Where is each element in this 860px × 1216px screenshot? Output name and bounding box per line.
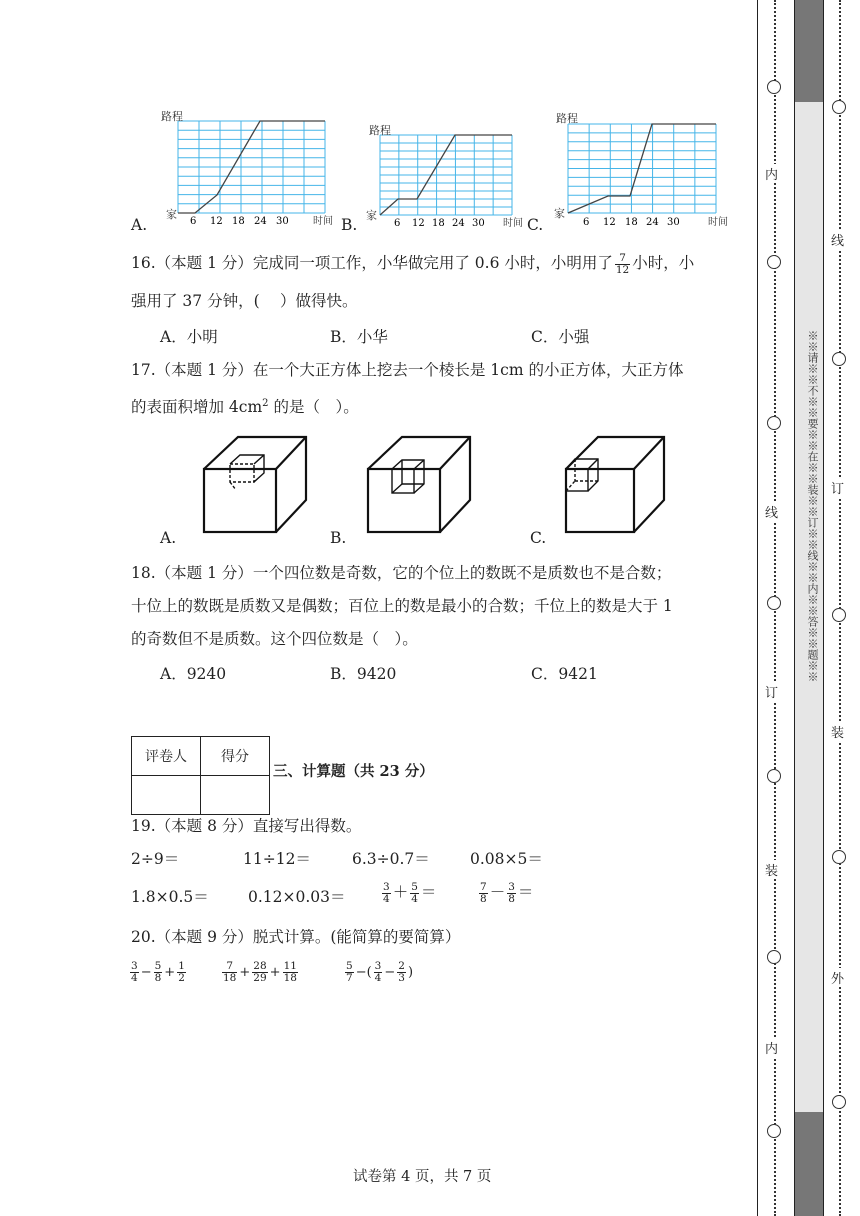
graph-c-x-label: 时间 <box>708 217 728 228</box>
q19-item: 1.8×0.5＝ <box>131 888 209 906</box>
graph-b-y-label: 路程 <box>369 124 391 137</box>
q20-expr-2: $\frac{7}{18}$ + $\frac{28}{29}$ + $\frac{11}{18}$ <box>223 960 297 984</box>
q18-line1: 18.（本题 1 分）一个四位数是奇数，它的个位上的数既不是质数也不是合数； <box>131 564 672 582</box>
graph-a-origin: 家 <box>166 208 177 221</box>
q15-graph-c <box>548 108 738 230</box>
grading-table <box>131 736 270 815</box>
binding-strip <box>794 0 824 1216</box>
q17-line1: 17.（本题 1 分）在一个大正方体上挖去一个棱长是 1cm 的小正方体，大正方体 <box>131 361 684 379</box>
graph-a-x-label: 时间 <box>313 216 333 227</box>
section-3-title: 三、计算题（共 23 分） <box>273 763 434 780</box>
q19-item: 6.3÷0.7＝ <box>352 850 430 868</box>
q15-graph-b <box>360 120 550 230</box>
q17-option-c: C. <box>530 529 547 547</box>
q17-cube-c <box>562 434 672 536</box>
q16-option-a: A．小明 <box>160 328 218 346</box>
graph-c-y-label: 路程 <box>556 112 578 125</box>
q17-option-a: A. <box>160 529 177 547</box>
page-footer: 试卷第 4 页，共 7 页 <box>353 1169 492 1185</box>
binding-label: 装 <box>765 860 778 879</box>
binding-note: ※※请※※不※※要※※在※※装※※订※※线※※内※※答※※题※※ <box>806 330 819 682</box>
score-cell <box>201 776 270 815</box>
binding-hole-icon <box>767 80 781 94</box>
binding-label: 内 <box>765 1038 778 1057</box>
q15-option-b: B. <box>341 216 358 234</box>
binding-label: 外 <box>831 968 844 987</box>
binding-hole-icon <box>832 100 846 114</box>
q20-expr-1: $\frac{3}{4}$ − $\frac{5}{8}$ + $\frac{1}{2}$ <box>131 960 185 984</box>
q19-item: 0.12×0.03＝ <box>248 888 346 906</box>
graph-c-tick: 30 <box>667 217 680 228</box>
graph-c-tick: 24 <box>646 217 659 228</box>
q16-fraction: $\frac{7}{12}$ <box>615 251 630 276</box>
graph-c-tick: 18 <box>625 217 638 228</box>
q19-item: 11÷12＝ <box>243 850 311 868</box>
q20-expr-3: $\frac{5}{7}$ −( $\frac{3}{4}$ − $\frac{2}{3}$ ) <box>346 960 414 984</box>
q19-item: 2÷9＝ <box>131 850 180 868</box>
q19-fraction-expr-2: $\frac{7}{8}$ － $\frac{3}{8}$ ＝ <box>480 880 534 905</box>
binding-hole-icon <box>767 596 781 610</box>
binding-hole-icon <box>832 352 846 366</box>
q16-text-pre: 16.（本题 1 分）完成同一项工作，小华做完用了 0.6 小时，小明用了 <box>131 254 613 272</box>
graph-a-y-label: 路程 <box>161 110 183 123</box>
binding-hole-icon <box>767 950 781 964</box>
q18-option-c: C．9421 <box>531 665 598 683</box>
q18-line3: 的奇数但不是质数。这个四位数是（ ）。 <box>131 630 418 648</box>
binding-hole-icon <box>832 1095 846 1109</box>
graph-b-tick: 6 <box>394 218 401 229</box>
graph-a-tick: 12 <box>210 216 223 227</box>
q19-title: 19.（本题 8 分）直接写出得数。 <box>131 817 362 835</box>
q16-line1 <box>131 252 694 276</box>
binding-hole-icon <box>832 850 846 864</box>
graph-a-tick: 6 <box>190 216 197 227</box>
q15-option-a: A. <box>131 216 148 234</box>
graph-b-origin: 家 <box>366 209 377 222</box>
q18-option-b: B．9420 <box>330 665 397 683</box>
q17-cube-b <box>364 434 474 536</box>
graph-a-tick: 24 <box>254 216 267 227</box>
q15-option-c: C. <box>527 216 544 234</box>
binding-label: 内 <box>765 164 778 183</box>
q16-option-c: C．小强 <box>531 328 590 346</box>
q19-fraction-expr-1: $\frac{3}{4}$ ＋ $\frac{5}{4}$ ＝ <box>383 880 437 905</box>
q18-option-a: A．9240 <box>160 665 227 683</box>
graph-b-tick: 18 <box>432 218 445 229</box>
q20-title: 20.（本题 9 分）脱式计算。(能简算的要简算） <box>131 928 461 946</box>
q16-line2: 强用了 37 分钟，( ）做得快。 <box>131 292 358 310</box>
q17-cube-a <box>200 434 310 536</box>
q15-graph-a <box>150 105 340 230</box>
graph-a-tick: 30 <box>276 216 289 227</box>
binding-hole-icon <box>767 769 781 783</box>
graph-c-tick: 6 <box>583 217 590 228</box>
binding-hole-icon <box>767 255 781 269</box>
binding-label: 线 <box>765 502 778 521</box>
q19-item: 0.08×5＝ <box>470 850 543 868</box>
grader-cell <box>132 776 201 815</box>
graph-c-origin: 家 <box>554 207 565 220</box>
q16-text-post: 小时，小 <box>632 254 695 272</box>
q17-option-b: B. <box>330 529 347 547</box>
binding-label: 订 <box>831 478 844 497</box>
binding-label: 订 <box>765 682 778 701</box>
graph-b-tick: 30 <box>472 218 485 229</box>
graph-b-tick: 24 <box>452 218 465 229</box>
binding-hole-icon <box>832 608 846 622</box>
binding-label: 线 <box>831 230 844 249</box>
binding-margin <box>757 0 860 1216</box>
binding-hole-icon <box>767 416 781 430</box>
q16-option-b: B．小华 <box>330 328 388 346</box>
graph-b-x-label: 时间 <box>503 218 523 229</box>
binding-label: 装 <box>831 722 844 741</box>
q17-line2: 的表面积增加 $4cm^2$ 的是（ ）。 <box>131 398 359 417</box>
q18-line2: 十位上的数既是质数又是偶数；百位上的数是最小的合数；千位上的数是大于 1 <box>131 597 673 615</box>
grader-header: 评卷人 <box>132 737 201 776</box>
graph-b-tick: 12 <box>412 218 425 229</box>
graph-c-tick: 12 <box>603 217 616 228</box>
score-header: 得分 <box>201 737 270 776</box>
graph-a-tick: 18 <box>232 216 245 227</box>
binding-hole-icon <box>767 1124 781 1138</box>
